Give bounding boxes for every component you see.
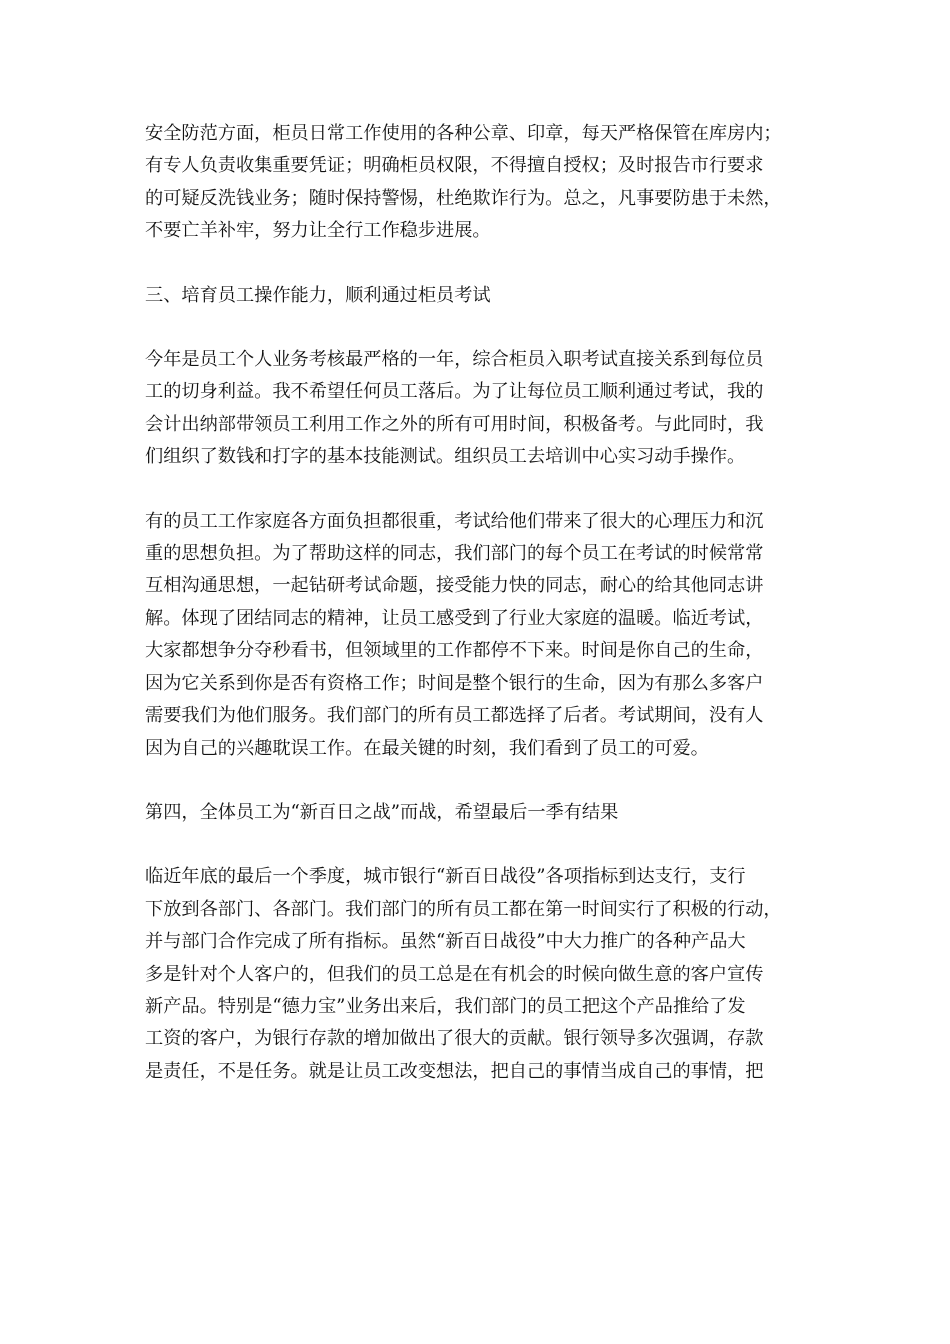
section-heading-four: 第四，全体员工为“新百日之战”而战，希望最后一季有结果 — [145, 801, 619, 823]
paragraph-security: 安全防范方面，柜员日常工作使用的各种公章、印章，每天严格保管在库房内； 有专人负责收集重要凭证；明确柜员权限，不得擅自授权；及时报告市行要求 的可疑反洗钱业务；随时保持警惕，杜绝欺诈行为。总之，凡事要防患于未然， 不要亡羊补牢，努力让全行工作稳步进展。 — [145, 123, 782, 242]
paragraph-gap — [145, 829, 810, 861]
paragraph-campaign: 临近年底的最后一个季度，城市银行“新百日战役”各项指标到达支行，支行 下放到各部门、各部门。我们部门的所有员工都在第一时间实行了积极的行动， 并与部门合作完成了所有指标。虽然“新百日战役”中大力推广的各种产品大 多是针对个人客户的，但我们的员工总是在有机会的时候向做生意的客户宣传 新产品。特别是“德力宝”业务出来后，我们部门的员工把这个产品推给了发 工资的客户，为银行存款的增加做出了很大的贡献。银行领导多次强调，存款 是责任，不是任务。就是让员工改变想法，把自己的事情当成自己的事情，把 — [145, 866, 782, 1082]
section-heading-three: 三、培育员工操作能力，顺利通过柜员考试 — [145, 284, 491, 306]
paragraph-gap — [145, 474, 810, 506]
paragraph-gap — [145, 248, 810, 280]
paragraph-burden: 有的员工工作家庭各方面负担都很重，考试给他们带来了很大的心理压力和沉 重的思想负担。为了帮助这样的同志，我们部门的每个员工在考试的时候常常 互相沟通思想，一起钻研考试命题，接受能力快的同志，耐心的给其他同志讲 解。体现了团结同志的精神，让员工感受到了行业大家庭的温暖。临近考试， 大家都想争分夺秒看书，但领域里的工作都停不下来。时间是你自己的生命， 因为它关系到你是否有资格工作；时间是整个银行的生命，因为有那么多客户 需要我们为他们服务。我们部门的所有员工都选择了后者。考试期间，没有人 因为自己的兴趣耽误工作。在最关键的时刻，我们看到了员工的可爱。 — [145, 510, 764, 759]
paragraph-gap — [145, 765, 810, 797]
paragraph-gap — [145, 312, 810, 344]
paragraph-exam: 今年是员工个人业务考核最严格的一年，综合柜员入职考试直接关系到每位员 工的切身利益。我不希望任何员工落后。为了让每位员工顺利通过考试，我的 会计出纳部带领员工利用工作之外的所有可用时间，积极备考。与此同时，我 们组织了数钱和打字的基本技能测试。组织员工去培训中心实习动手操作。 — [145, 349, 764, 468]
document-page — [145, 118, 810, 1088]
